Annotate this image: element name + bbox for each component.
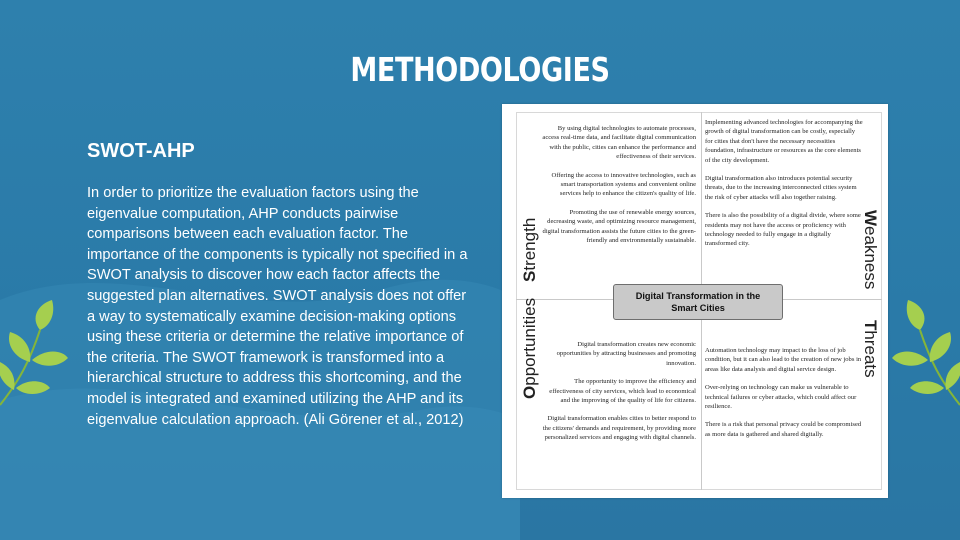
opportunities-label: Opportunities [520, 297, 539, 399]
slide-title: METHODOLOGIES [350, 50, 610, 89]
weakness-item: Digital transformation also introduces potential security threats, due to the increasing interconnected cities system the risk of cyber attacks will also together raising. [705, 175, 857, 201]
opportunities-cell [542, 340, 696, 452]
leaf-left-icon [0, 300, 70, 410]
strength-cell [542, 124, 696, 254]
strength-item: Offering the access to innovative technologies, such as smart transportation systems and convenient online services help to enhance the citizen's quality of life. [551, 171, 696, 198]
section-subtitle: SWOT-AHP [87, 140, 195, 162]
strength-label: Strength [520, 217, 539, 282]
opportunities-item: Digital transformation enables cities to better respond to the citizens' demands and requirement, by providing more personalized services and engaging with digital channels. [542, 415, 696, 442]
threats-cell [705, 346, 863, 448]
leaf-right-icon [892, 300, 960, 410]
threats-label: Threats [861, 320, 880, 378]
body-paragraph: In order to prioritize the evaluation factors using the eigenvalue computation, AHP conducts pairwise comparisons between each evaluation factor. The importance of the components is typically not specified in a SWOT analysis to discover how each factor affects the suggested plan alternatives. SWOT analysis does not offer a way to systematically examine decision-making options using these criteria or determine the relative importance of the criteria. The SWOT framework is transformed into a hierarchical structure to address this shortcoming, and the model is integrated and examined utilizing the AHP and its eigenvalue calculation approach. (Ali Görener et al., 2012) [87, 185, 468, 428]
threats-item: Over-relying on technology can make us vulnerable to technical failures or cyber attacks, which could affect our resilience. [705, 384, 857, 411]
weakness-item: Implementing advanced technologies for accompanying the growth of digital transformation can be costly, especially for cities that don't have the necessary necessities foundation, infrastructure or resources as the core elements of the city development. [705, 119, 863, 164]
weakness-item: There is also the possibility of a digital divide, where some residents may not have the access or proficiency with technology needed to fully engage in a digitally transformed city. [705, 212, 861, 248]
threats-item: Automation technology may impact to the loss of job condition, but it can also lead to the creation of new jobs in areas like data analysis and digital service design. [705, 347, 862, 373]
threats-item: There is a risk that personal privacy could be compromised as more data is gathered and shared digitally. [705, 421, 862, 438]
strength-item: Promoting the use of renewable energy sources, decreasing waste, and optimizing resource management, digital transformation assists the future cities to the green-friendly and environmentally sustainable. [542, 208, 696, 245]
weakness-cell [705, 118, 863, 258]
strength-item: By using digital technologies to automate processes, access real-time data, and facilitate digital communication with the public, cities can enhance the performance and effectiveness of their services. [542, 125, 696, 161]
weakness-label: Weakness [861, 210, 880, 290]
swot-center-box: Digital Transformation in the Smart Cities [613, 284, 783, 320]
swot-diagram [502, 104, 888, 498]
opportunities-item: Digital transformation creates new economic opportunities by attracting businesses and promoting innovation. [556, 341, 696, 367]
opportunities-item: The opportunity to improve the efficiency and effectiveness of city services, which lead to economical and the improving of the quality of life for citizens. [549, 378, 696, 405]
body-text [87, 183, 477, 430]
